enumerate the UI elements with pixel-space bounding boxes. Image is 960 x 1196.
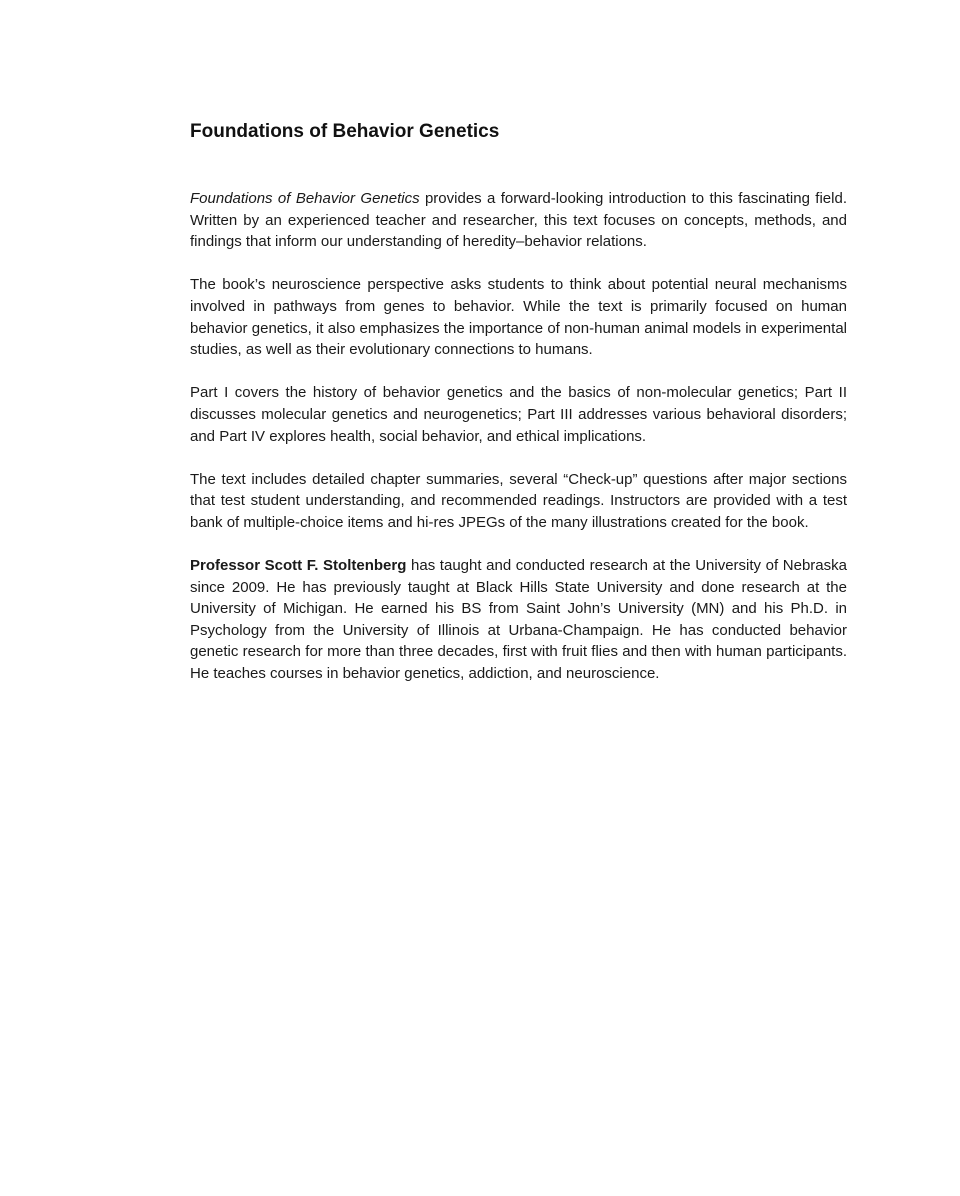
paragraph-parts-text: Part I covers the history of behavior genetics and the basics of non-molecular genetics; Part II discusses molecular genetics and neurogenetics; Part III addresses various behavioral disorders; and Part IV explores health, social behavior, and ethical implications.: [190, 384, 847, 445]
paragraph-author-bio-text: has taught and conducted research at the University of Nebraska since 2009. He has previously taught at Black Hills State University and done research at the University of Michigan. He earned his BS from Saint John’s University (MN) and his Ph.D. in Psychology from the University of Illinois at Urbana-Champaign. He has conducted behavior genetic research for more than three decades, first with fruit flies and then with human participants. He teaches courses in behavior genetics, addiction, and neuroscience.: [190, 557, 847, 683]
paragraph-neuroscience-text: The book’s neuroscience perspective asks students to think about potential neural mechanisms involved in pathways from genes to behavior. While the text is primarily focused on human behavior genetics, it also emphasizes the importance of non-human animal models in experimental studies, as well as their evolutionary connections to humans.: [190, 276, 847, 359]
book-title-italic: Foundations of Behavior Genetics: [190, 190, 420, 207]
page-title: Foundations of Behavior Genetics: [190, 121, 500, 142]
author-name-bold: Professor Scott F. Stoltenberg: [190, 557, 407, 575]
paragraph-parts: [190, 382, 847, 447]
paragraph-features: [190, 469, 847, 534]
paragraph-features-text: The text includes detailed chapter summaries, several “Check-up” questions after major sections that test student understanding, and recommended readings. Instructors are provided with a test bank of multiple-choice items and hi-res JPEGs of the many illustrations created for the book.: [190, 470, 847, 531]
document-page: [190, 118, 847, 706]
paragraph-neuroscience: [190, 274, 847, 360]
paragraph-intro: [190, 188, 847, 253]
paragraph-intro-text: provides a forward-looking introduction to this fascinating field. Written by an experienced teacher and researcher, this text focuses on concepts, methods, and findings that inform our understanding of heredity–behavior relations.: [190, 190, 847, 251]
paragraph-author-bio: [190, 555, 847, 685]
